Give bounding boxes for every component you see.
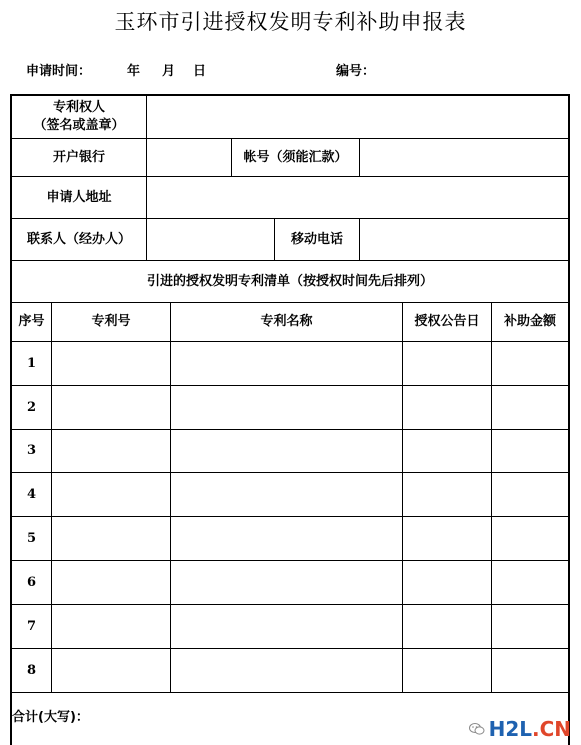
column-header-patent-number: 专利号	[91, 314, 131, 329]
month-label: 月	[162, 64, 176, 79]
table-row-index: 1	[26, 355, 37, 371]
column-header-patent-name: 专利名称	[260, 314, 313, 329]
day-label: 日	[193, 64, 207, 79]
table-row-index: 3	[26, 443, 37, 458]
mobile-value-cell[interactable]	[360, 219, 568, 260]
number-label: 编号：	[336, 64, 376, 79]
patentee-label-cell	[12, 96, 146, 138]
table-row-index: 8	[26, 662, 37, 678]
bank-label: 开户银行	[52, 149, 105, 165]
total-label: 合计(大写)：	[12, 710, 89, 725]
list-heading: 引进的授权发明专利清单（按授权时间先后排列）	[146, 273, 433, 289]
address-value-cell[interactable]	[147, 177, 568, 218]
contact-label: 联系人（经办人）	[26, 231, 131, 247]
table-row-index: 2	[26, 399, 37, 415]
contact-value-cell[interactable]	[147, 219, 274, 260]
year-label: 年	[127, 64, 141, 79]
table-row-index: 4	[26, 486, 37, 502]
patentee-sub-label: （签名或盖章）	[33, 118, 125, 133]
watermark	[469, 717, 571, 741]
account-value-cell[interactable]	[360, 139, 568, 176]
patentee-value-cell[interactable]	[147, 96, 568, 138]
mobile-label: 移动电话	[290, 231, 343, 247]
bank-value-cell[interactable]	[147, 139, 231, 176]
watermark-logo: H2L.CN	[488, 717, 571, 741]
table-row-index: 6	[26, 574, 37, 590]
column-header-subsidy-amount: 补助金额	[503, 314, 556, 329]
form-title: 玉环市引进授权发明专利补助申报表	[114, 10, 467, 34]
patentee-label: 专利权人	[52, 100, 105, 115]
account-label: 帐号（须能汇款）	[243, 149, 348, 165]
column-header-index: 序号	[18, 314, 45, 329]
apply-time-label: 申请时间：	[26, 64, 92, 79]
column-header-grant-date: 授权公告日	[414, 314, 480, 329]
wechat-icon	[469, 722, 485, 736]
address-label: 申请人地址	[46, 189, 112, 205]
table-row-index: 7	[26, 618, 37, 634]
table-row-index: 5	[26, 530, 37, 546]
